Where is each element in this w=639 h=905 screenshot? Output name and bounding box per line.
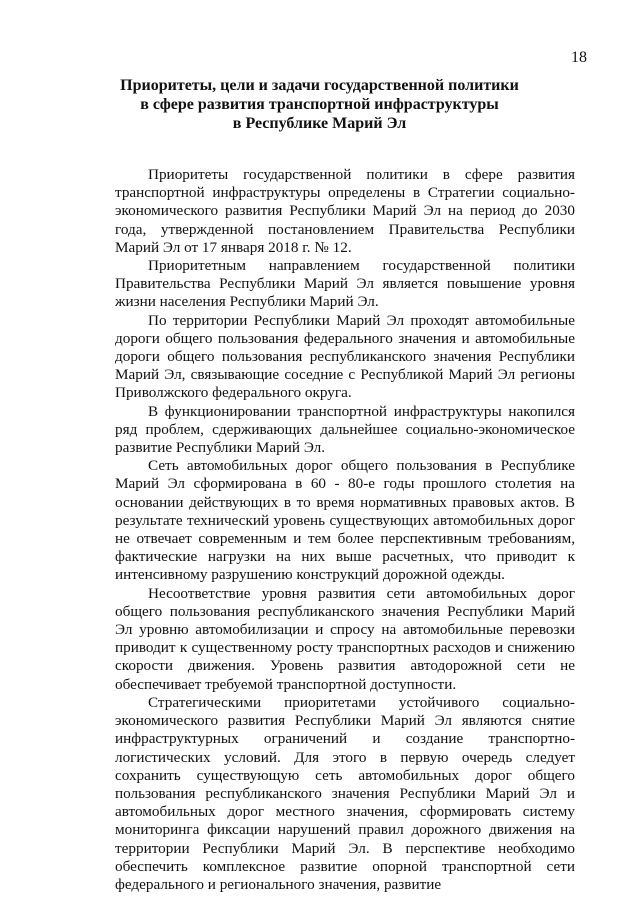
paragraph-road-network: По территории Республики Марий Эл проходят автомобильные дороги общего пользования федерального значения и автомобильные дороги общего пользования республиканского значения Республики Марий Эл, связывающие соседние с Республикой Марий Эл регионы Приволжского федерального округа. (115, 311, 575, 402)
paragraph-priority-direction: Приоритетным направлением государственной политики Правительства Республики Марий Эл является повышение уровня жизни населения Республики Марий Эл. (115, 257, 575, 311)
document-title (0, 76, 639, 133)
paragraph-problems: В функционировании транспортной инфраструктуры накопился ряд проблем, сдерживающих дальнейшее социально-экономическое развитие Республики Марий Эл. (115, 402, 575, 457)
title-line: в сфере развития транспортной инфраструктуры (140, 96, 499, 113)
paragraph-mismatch: Несоответствие уровня развития сети автомобильных дорог общего пользования республиканского значения Республики Марий Эл уровню автомобилизации и спросу на автомобильные перевозки приводит к существенному росту транспортных расходов и снижению скорости движения. Уровень развития автодорожной сети не обеспечивает требуемой транспортной доступности. (115, 584, 575, 693)
page-number: 18 (571, 49, 587, 66)
paragraph-priorities: Приоритеты государственной политики в сфере развития транспортной инфраструктуры определены в Стратегии социально-экономического развития Республики Марий Эл на период до 2030 года, утвержденной постановлением Правительства Республики Марий Эл от 17 января 2018 г. № 12. (115, 166, 575, 256)
document-body (115, 166, 575, 894)
title-line: в Республике Марий Эл (232, 115, 407, 132)
paragraph-strategic-priorities: Стратегическими приоритетами устойчивого социально-экономического развития Республики Марий Эл являются снятие инфраструктурных ограничений и создание транспортно-логистических условий. Для этого в первую очередь следует сохранить существующую сеть автомобильных дорог общего пользования республиканского значения Республики Марий Эл и автомобильных дорог местного значения, сформировать систему мониторинга фиксации нарушений правил дорожного движения на территории Республики Марий Эл. В перспективе необходимо обеспечить комплексное развитие опорной транспортной сети федерального и регионального значения, развитие (115, 693, 575, 893)
paragraph-network-history: Сеть автомобильных дорог общего пользования в Республике Марий Эл сформирована в 60 - 80-е годы прошлого столетия на основании действующих в то время нормативных правовых актов. В результате технический уровень существующих автомобильных дорог не отвечает современным и тем более перспективным требованиям, фактические нагрузки на них выше расчетных, что приводит к интенсивному разрушению конструкций дорожной одежды. (115, 457, 575, 584)
title-line: Приоритеты, цели и задачи государственной политики (120, 77, 519, 94)
